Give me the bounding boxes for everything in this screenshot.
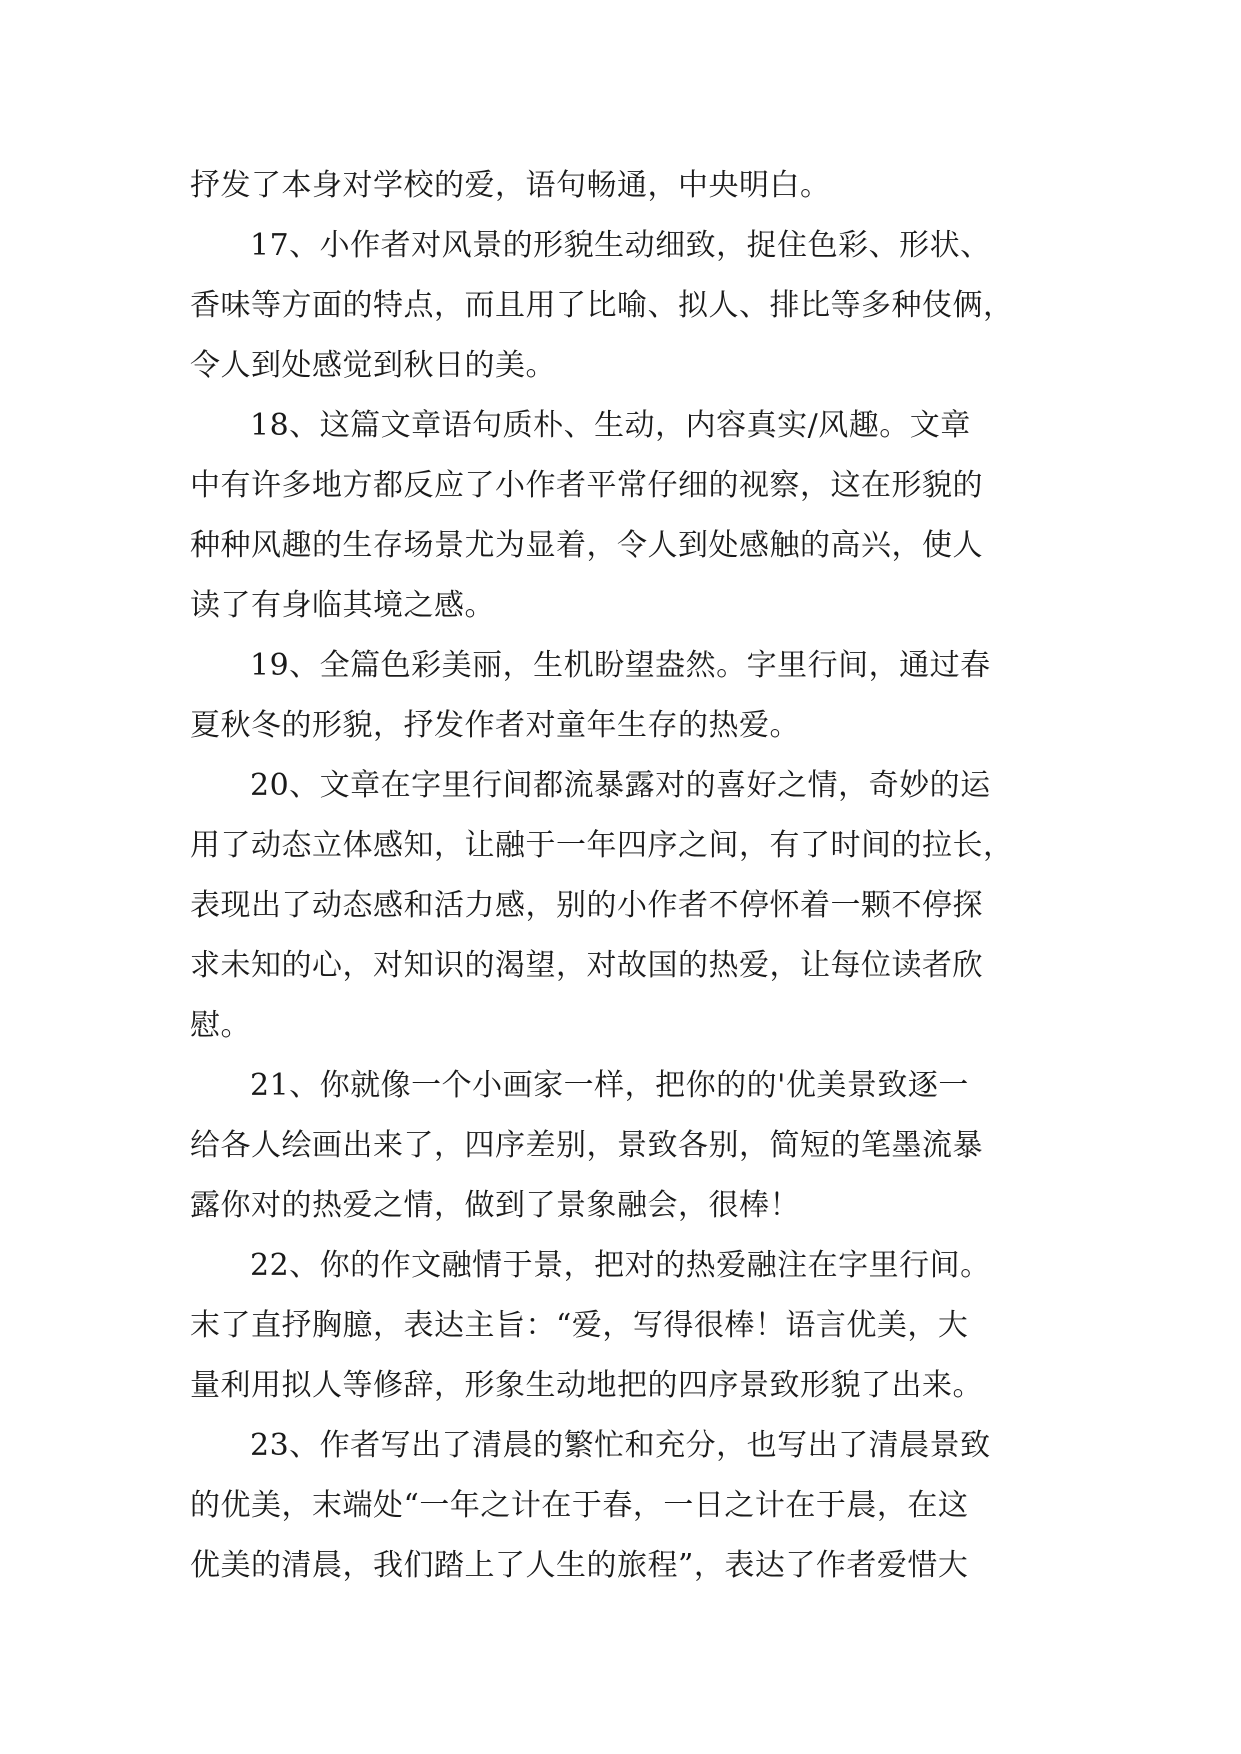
text-line: 22、你的作文融情于景，把对的热爱融注在字里行间。 <box>250 1248 991 1283</box>
text-line: 23、作者写出了清晨的繁忙和充分，也写出了清晨景致 <box>250 1428 991 1463</box>
text-line: 露你对的热爱之情，做到了景象融会，很棒！ <box>190 1188 800 1223</box>
text-line: 夏秋冬的形貌，抒发作者对童年生存的热爱。 <box>190 708 800 743</box>
text-line: 21、你就像一个小画家一样，把你的的'优美景致逐一 <box>250 1068 969 1103</box>
text-line: 17、小作者对风景的形貌生动细致，捉住色彩、形状、 <box>250 228 991 263</box>
text-line: 量利用拟人等修辞，形象生动地把的四序景致形貌了出来。 <box>190 1368 983 1403</box>
text-line: 慰。 <box>190 1008 251 1043</box>
text-line: 读了有身临其境之感。 <box>190 588 495 623</box>
text-line: 给各人绘画出来了，四序差别，景致各别，简短的笔墨流暴 <box>190 1128 983 1163</box>
text-line: 求未知的心，对知识的渴望，对故国的热爱，让每位读者欣 <box>190 948 983 983</box>
text-line: 抒发了本身对学校的爱，语句畅通，中央明白。 <box>190 168 831 203</box>
text-line: 用了动态立体感知，让融于一年四序之间，有了时间的拉长， <box>190 828 1014 863</box>
document-body <box>190 156 1070 1596</box>
text-line: 表现出了动态感和活力感，别的小作者不停怀着一颗不停探 <box>190 888 983 923</box>
text-line: 的优美，末端处“一年之计在于春，一日之计在于晨，在这 <box>190 1488 969 1523</box>
text-line: 优美的清晨，我们踏上了人生的旅程”，表达了作者爱惜大 <box>190 1548 969 1583</box>
text-line: 中有许多地方都反应了小作者平常仔细的视察，这在形貌的 <box>190 468 983 503</box>
text-line: 种种风趣的生存场景尤为显着，令人到处感触的高兴，使人 <box>190 528 983 563</box>
text-line: 令人到处感觉到秋日的美。 <box>190 348 556 383</box>
text-line: 末了直抒胸臆，表达主旨：“爱，写得很棒！语言优美，大 <box>190 1308 969 1343</box>
text-line: 19、全篇色彩美丽，生机盼望盎然。字里行间，通过春 <box>250 648 991 683</box>
text-line: 20、文章在字里行间都流暴露对的喜好之情，奇妙的运 <box>250 768 991 803</box>
text-line: 18、这篇文章语句质朴、生动，内容真实/风趣。文章 <box>250 408 971 443</box>
text-line: 香味等方面的特点，而且用了比喻、拟人、排比等多种伎俩， <box>190 288 1014 323</box>
